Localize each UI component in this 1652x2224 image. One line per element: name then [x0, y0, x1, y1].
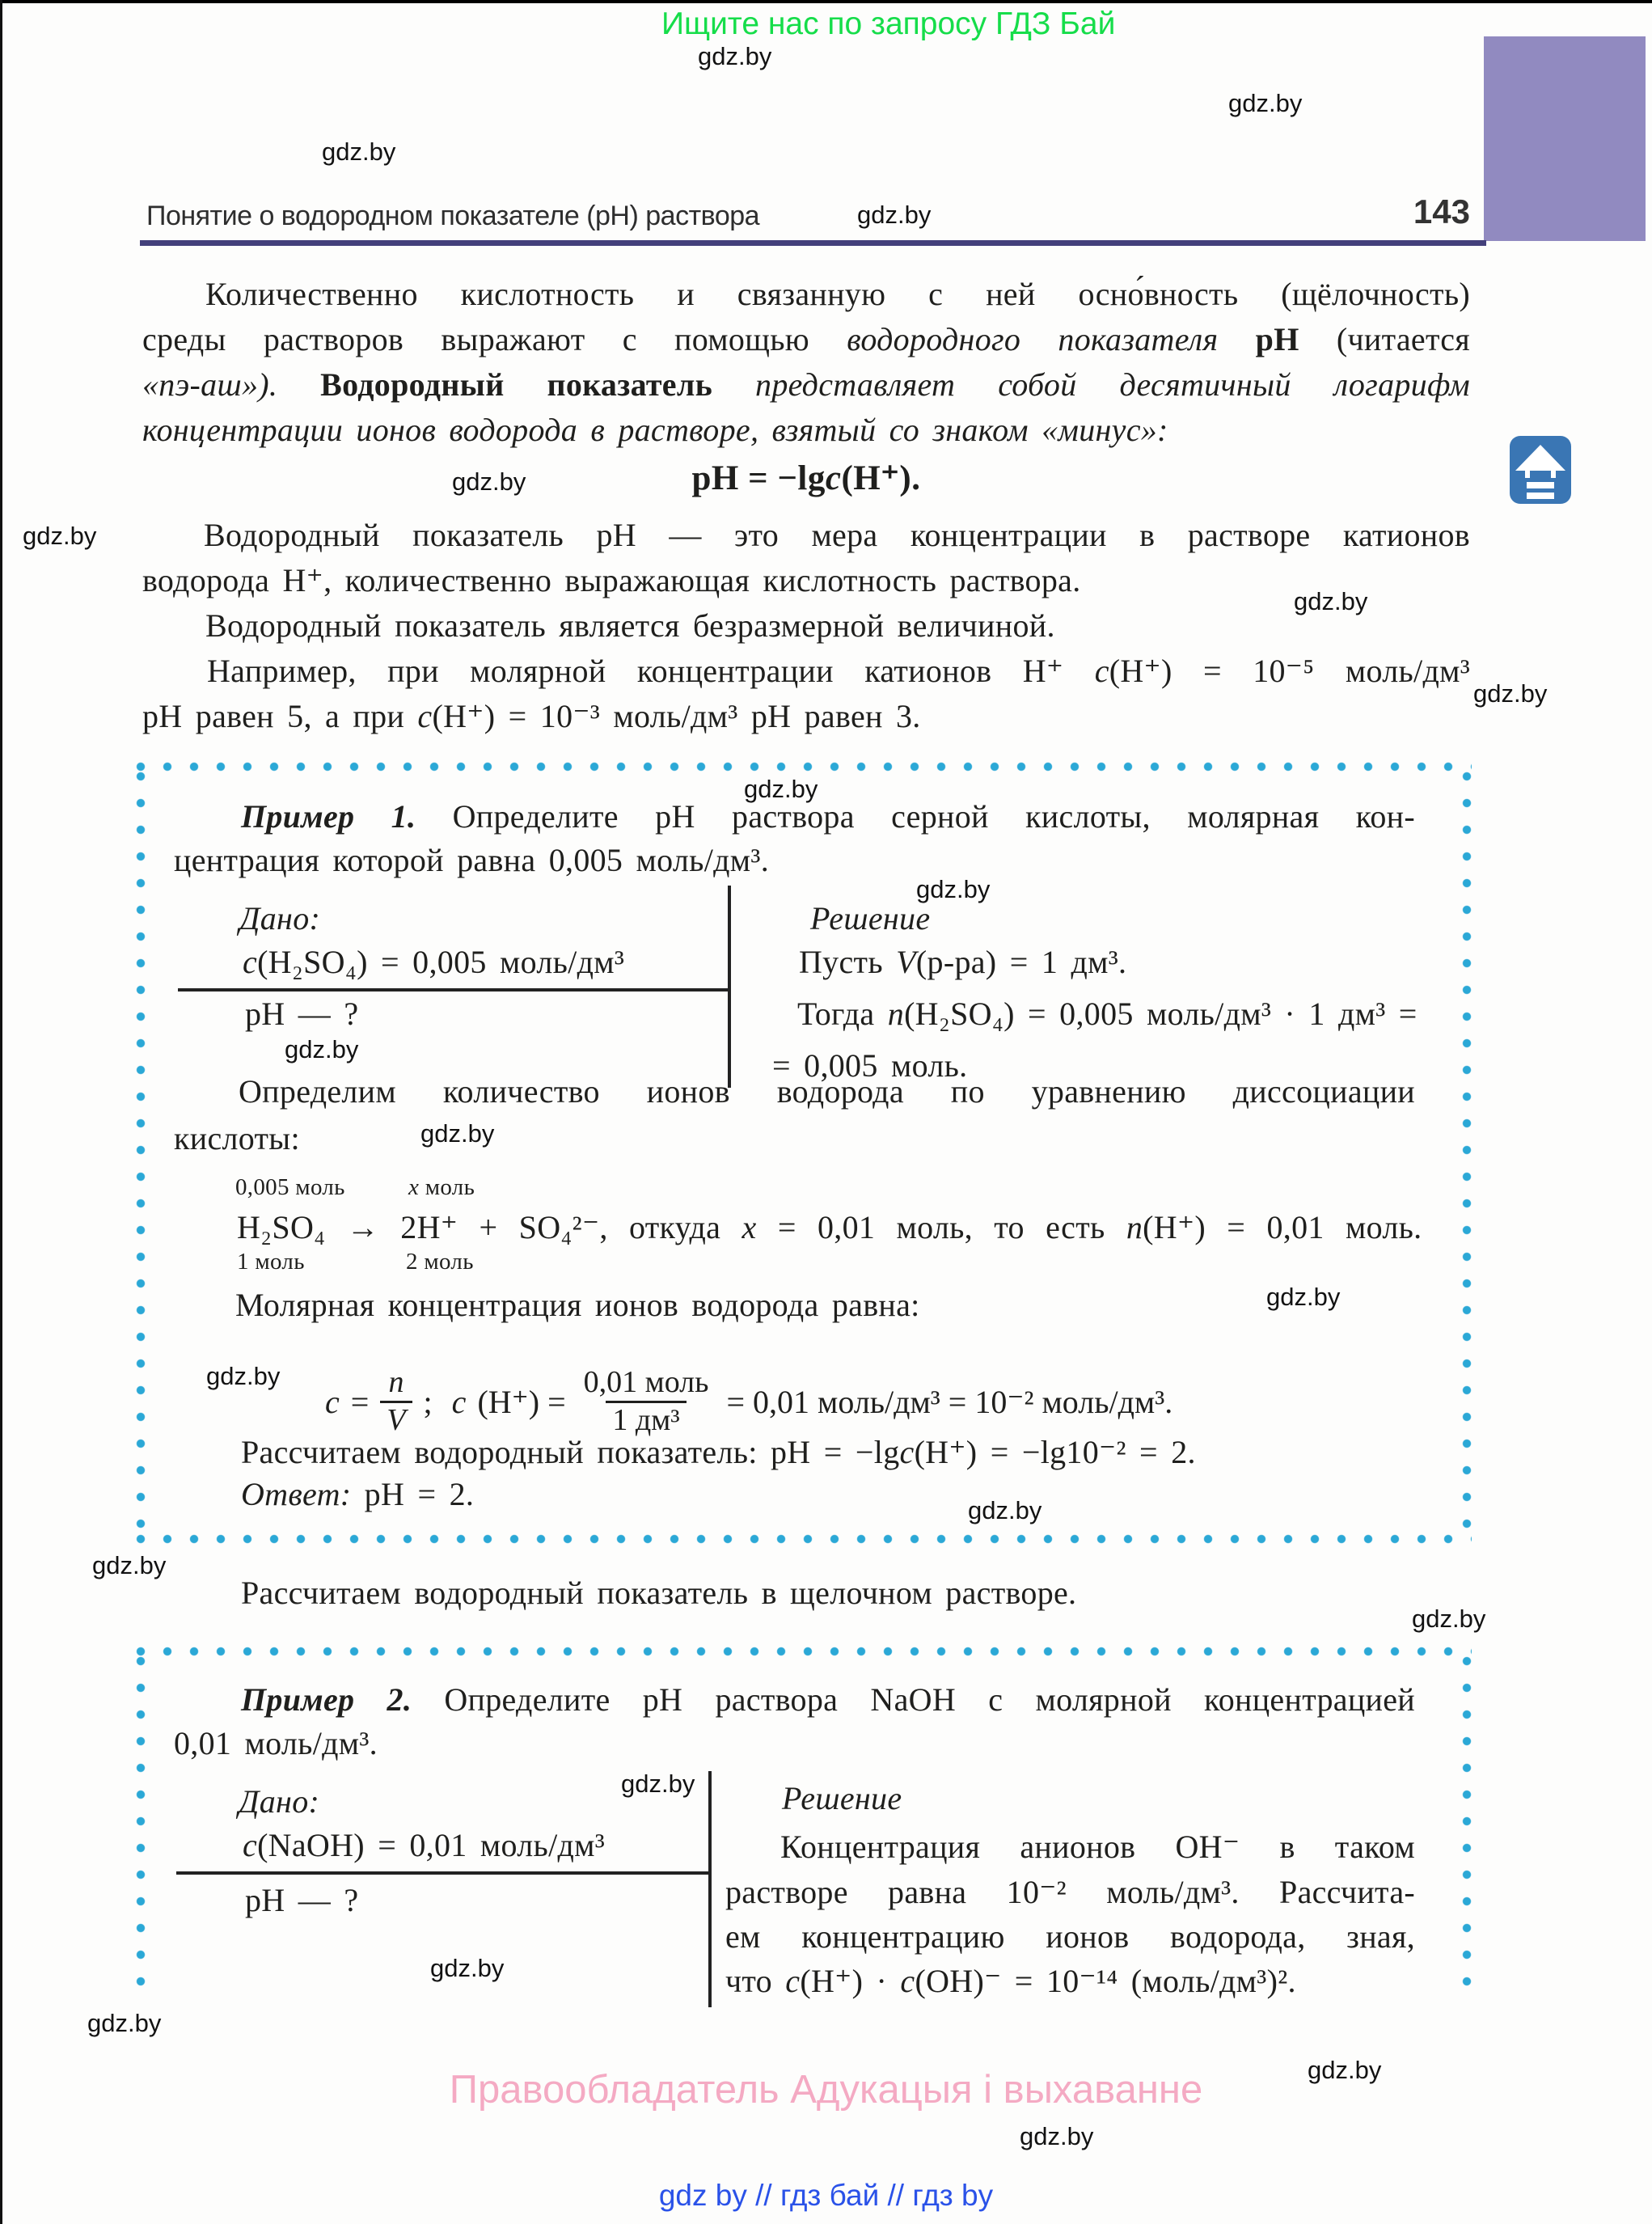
given-label: Дано: — [239, 1783, 320, 1820]
formula-text: = — [350, 1383, 370, 1420]
solution-line — [799, 943, 1126, 981]
body-line — [142, 516, 1470, 561]
equation-label-below: 2 моль — [406, 1249, 474, 1275]
solution-label: Решение — [810, 900, 931, 937]
body-line — [142, 1574, 1470, 1619]
gdz-watermark: gdz.by — [1228, 89, 1303, 117]
solution-label: Решение — [782, 1780, 902, 1816]
solution-line — [725, 1962, 1296, 2000]
gdz-watermark: gdz.by — [1308, 2056, 1382, 2084]
gdz-watermark: gdz.by — [744, 775, 818, 803]
solution-text: что — [725, 1963, 786, 1999]
page-number: 143 — [1413, 192, 1470, 230]
body-text-italic: c — [1094, 653, 1109, 689]
gdz-watermark: gdz.by — [916, 875, 991, 903]
concentration-formula — [325, 1365, 1172, 1438]
body-text: Водородный показатель является безразмерной величиной. — [205, 607, 1055, 644]
gdz-watermark: gdz.by — [1412, 1605, 1486, 1633]
solution-text: (H⁺) · — [800, 1963, 901, 1999]
body-text: Например, при молярной концентрации катионов H⁺ — [207, 653, 1095, 689]
gdz-watermark: gdz.by — [621, 1769, 695, 1798]
given-solution-divider — [708, 1771, 712, 2007]
solution-var: c — [900, 1963, 915, 1999]
gdz-watermark: gdz.by — [968, 1496, 1042, 1524]
example1-text-line — [174, 1119, 1415, 1165]
body-text: водорода H⁺, количественно выражающая кислотность раствора. — [142, 562, 1081, 598]
body-line — [142, 561, 1470, 607]
body-text: Водородный показатель pH — это мера концентрации в растворе катионов — [204, 517, 1470, 553]
body-line — [142, 411, 1470, 456]
given-text: (NaOH) = 0,01 моль/дм³ — [257, 1827, 606, 1863]
example1-text: Рассчитаем водородный показатель: pH = −lg — [241, 1434, 900, 1470]
example1-text: кислоты: — [174, 1120, 300, 1156]
example1-text: центрация которой равна 0,005 моль/дм³. — [174, 842, 769, 878]
body-line — [142, 366, 1470, 411]
scan-edge-top — [0, 0, 1652, 3]
body-text: (H⁺) = 10⁻³ моль/дм³ pH равен 3. — [432, 698, 921, 734]
answer-text: pH = 2. — [351, 1476, 475, 1512]
scroll-top-button[interactable] — [1510, 436, 1571, 504]
example1-text: Молярная концентрация ионов водорода равна: — [235, 1287, 920, 1323]
solution-var: n — [887, 996, 905, 1032]
gdz-watermark: gdz.by — [452, 467, 526, 496]
equation-label-above — [408, 1174, 475, 1201]
solution-text: (OH)⁻ = 10⁻¹⁴ (моль/дм³)². — [915, 1963, 1296, 1999]
gdz-watermark: gdz.by — [420, 1119, 495, 1148]
gdz-watermark: gdz.by — [1473, 679, 1548, 708]
given-value — [243, 1826, 605, 1864]
answer-label: Ответ: — [241, 1476, 352, 1512]
box1-border-bottom — [136, 1534, 1472, 1544]
find-value: pH — ? — [245, 1882, 359, 1918]
example2-text: Определите pH раствора NaOH с молярной концентрацией — [412, 1681, 1415, 1718]
page-title: Понятие о водородном показателе (pH) раствора — [146, 201, 760, 231]
body-text-italic: концентрации ионов водорода в растворе, взятый со знаком «минус»: — [142, 412, 1168, 448]
gdz-watermark: gdz.by — [322, 137, 396, 166]
formula-var: c — [325, 1383, 340, 1420]
example2-intro-line — [174, 1724, 1415, 1769]
example2-text: 0,01 моль/дм³. — [174, 1725, 378, 1761]
gdz-watermark: gdz.by — [857, 201, 932, 229]
equation-text: H₂SO₄ → 2H⁺ + SO₄²⁻, откуда — [237, 1209, 742, 1245]
body-text: (читается — [1299, 321, 1470, 357]
given-solution-divider — [728, 886, 731, 1088]
gdz-watermark: gdz.by — [206, 1362, 281, 1390]
solution-line: = 0,005 моль. — [772, 1047, 968, 1084]
formula-var: c — [451, 1383, 467, 1420]
solution-text: (р-ра) = 1 дм³. — [915, 944, 1127, 980]
copyright-note: Правообладатель Адукацыя і выхаванне — [449, 2068, 1203, 2112]
body-text: среды растворов выражают с помощью — [142, 321, 847, 357]
equation-label-text: моль — [419, 1174, 475, 1200]
given-label: Дано: — [239, 900, 321, 937]
equation-label-above: 0,005 моль — [235, 1174, 345, 1200]
body-text-italic: представляет собой десятичный логарифм — [755, 366, 1470, 403]
box2-border-left — [136, 1656, 146, 2002]
formula-text: pH = −lg — [691, 459, 826, 497]
solution-var: V — [896, 944, 916, 980]
equation-var: x — [741, 1209, 757, 1245]
given-divider — [178, 988, 728, 991]
gdz-watermark: gdz.by — [430, 1954, 505, 1982]
body-line — [142, 320, 1470, 366]
box2-border-top — [136, 1647, 1472, 1656]
body-line — [142, 607, 1470, 652]
solution-text: ем концентрацию ионов водорода, зная, — [725, 1918, 1415, 1955]
formula-text: (H⁺). — [841, 459, 921, 497]
body-text-italic: «пэ-аш»). — [142, 366, 321, 403]
fraction-numerator: n — [388, 1365, 404, 1399]
body-text-italic: c — [417, 698, 433, 734]
equation-text: (H⁺) = 0,01 моль. — [1143, 1209, 1422, 1245]
find-value: pH — ? — [245, 996, 359, 1032]
answer-line — [174, 1475, 1415, 1520]
given-divider — [176, 1871, 708, 1875]
solution-line — [725, 1873, 1415, 1918]
solution-var: c — [785, 1963, 801, 1999]
solution-text: Пусть — [799, 944, 897, 980]
body-line — [142, 652, 1470, 697]
promo-banner: Ищите нас по запросу ГДЗ Бай — [661, 6, 1116, 41]
up-arrow-icon — [1510, 436, 1571, 504]
example2-title: Пример 2. — [241, 1681, 412, 1718]
gdz-watermark: gdz.by — [87, 2009, 162, 2037]
fraction — [380, 1365, 412, 1438]
formula-text: = 0,01 моль/дм³ = 10⁻² моль/дм³. — [726, 1383, 1173, 1420]
equation-label-below: 1 моль — [237, 1249, 305, 1275]
ph-formula — [142, 458, 1470, 498]
dissociation-equation — [237, 1208, 1422, 1246]
formula-var: c — [899, 1434, 915, 1470]
example2-intro-line — [174, 1681, 1415, 1726]
gdz-watermark: gdz.by — [23, 522, 97, 550]
fraction — [577, 1365, 716, 1438]
solution-text: (H₂SO₄) = 0,005 моль/дм³ · 1 дм³ = — [904, 996, 1418, 1032]
body-text-italic: водородного показателя — [847, 321, 1256, 357]
fraction-denominator: V — [380, 1401, 412, 1439]
gdz-watermark: gdz.by — [1020, 2122, 1094, 2150]
solution-line — [725, 1828, 1415, 1873]
body-text: (H⁺) = 10⁻⁵ моль/дм³ — [1109, 653, 1470, 689]
example1-text: (H⁺) = −lg10⁻² = 2. — [914, 1434, 1196, 1470]
given-var: c — [243, 944, 258, 980]
equation-text: = 0,01 моль, то есть — [756, 1209, 1126, 1245]
formula-var: c — [825, 459, 842, 497]
box1-border-top — [136, 762, 1472, 772]
body-text: Рассчитаем водородный показатель в щелочном растворе. — [241, 1575, 1077, 1611]
body-text-bold: Водородный показатель — [320, 366, 756, 403]
example1-text-line — [174, 1286, 1415, 1331]
solution-line — [797, 995, 1418, 1033]
fraction-numerator: 0,01 моль — [583, 1365, 709, 1399]
scan-edge-left — [0, 0, 2, 2224]
example1-intro-line — [174, 841, 1415, 886]
gdz-watermark: gdz.by — [285, 1035, 359, 1063]
gdz-watermark: gdz.by — [698, 42, 772, 70]
equation-var: n — [1126, 1209, 1143, 1245]
given-text: (H₂SO₄) = 0,005 моль/дм³ — [257, 944, 625, 980]
footer-links[interactable]: gdz by // гдз бай // гдз by — [658, 2179, 994, 2212]
header-rule — [140, 240, 1486, 246]
box1-border-left — [136, 772, 146, 1534]
example1-text-line — [174, 1072, 1415, 1118]
body-line — [142, 275, 1470, 320]
body-text: Количественно кислотность и связанную с ней осно́вность (щёлочность) — [205, 276, 1470, 312]
equation-var: x — [408, 1174, 420, 1200]
given-value — [243, 943, 624, 981]
solution-text: растворе равна 10⁻² моль/дм³. Рассчита- — [725, 1874, 1415, 1910]
example1-text: Определим количество ионов водорода по уравнению диссоциации — [239, 1073, 1415, 1110]
gdz-watermark: gdz.by — [92, 1551, 167, 1579]
solution-line — [725, 1917, 1415, 1963]
example1-text-line — [174, 1433, 1415, 1478]
solution-text: Тогда — [797, 996, 888, 1032]
solution-text: Концентрация анионов OH⁻ в таком — [780, 1829, 1415, 1865]
box2-border-right — [1462, 1656, 1472, 2002]
formula-text: ; — [423, 1383, 433, 1420]
given-var: c — [243, 1827, 258, 1863]
corner-block — [1484, 36, 1646, 241]
body-text-bold: pH — [1255, 321, 1299, 357]
body-line — [142, 697, 1470, 742]
example1-text: Определите pH раствора серной кислоты, молярная кон- — [416, 798, 1415, 835]
box1-border-right — [1462, 772, 1472, 1534]
example1-intro-line — [174, 797, 1415, 843]
gdz-watermark: gdz.by — [1266, 1283, 1341, 1311]
gdz-watermark: gdz.by — [1294, 587, 1368, 615]
body-text: pH равен 5, а при — [142, 698, 418, 734]
formula-text: (H⁺) = — [477, 1383, 566, 1420]
fraction-denominator: 1 дм³ — [606, 1401, 686, 1439]
example1-title: Пример 1. — [241, 798, 416, 835]
